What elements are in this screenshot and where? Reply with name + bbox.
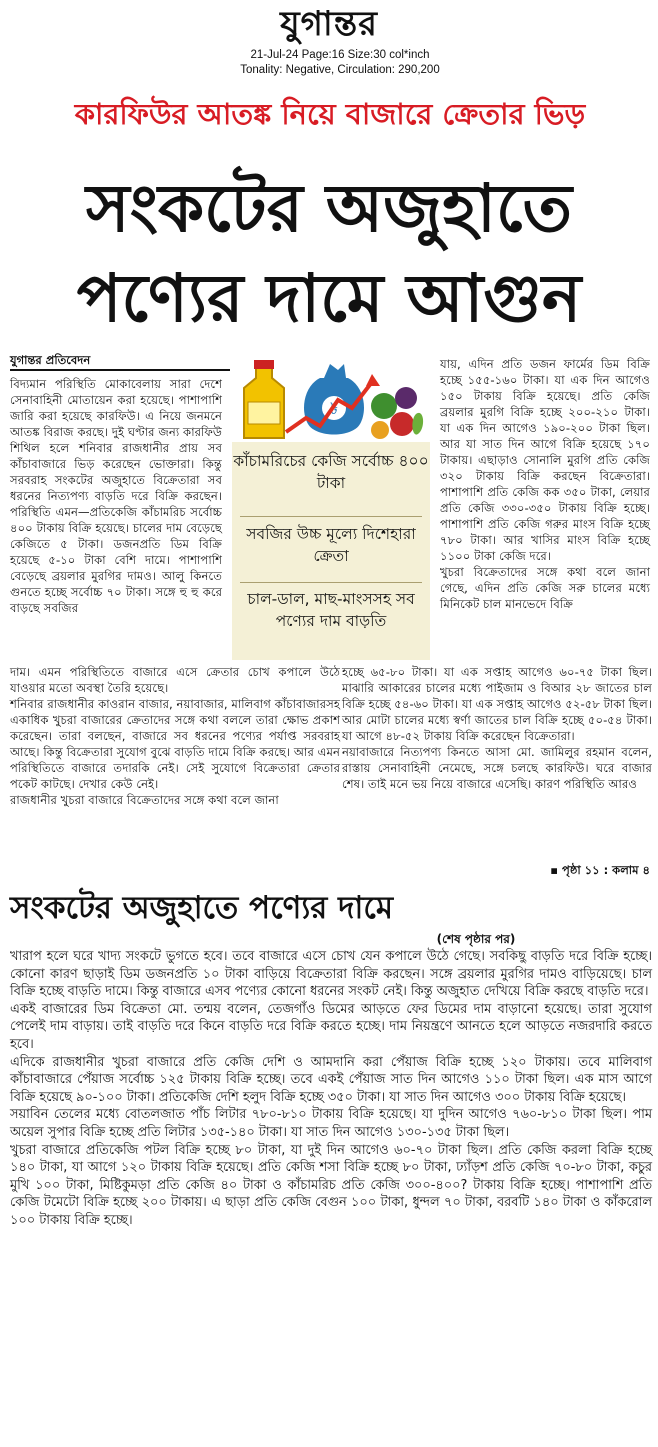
clipping-meta-tonality: Tonality: Negative, Circulation: 290,200 [240, 64, 440, 76]
article-column-3 [440, 356, 650, 612]
article-column-1 [10, 376, 222, 616]
article-paragraph: খারাপ হলে ঘরে খাদ্য সংকটে ভুগতে হবে। তবে বাজারে এসে চোখ যেন কপালে উঠে গেছে। সবকিছু বাড়তি দরে বিক্রি হচ্ছে। কোনো কারণ ছাড়াই ডিম ডজনপ্রতি ১০ টাকা বাড়িয়ে বিক্রেতারা বিক্রি করছেন। সঙ্গে ব্রয়লার মুরগির দামও বাড়িয়েছে। চাল বিক্রি হচ্ছে বাড়তি দামে। কিন্তু বাজারে এসব পণ্যের কোনো ধরনের সংকট নেই। কিন্তু অজুহাত দেখিয়ে বিক্রি করছে বাড়তি দরে। একই বাজারের ডিম বিক্রেতা মো. তন্ময় বলেন, তেজগাঁও ডিমের আড়তে ফের ডিমের দাম বাড়ানো হয়েছে। তারা সুযোগ পেলেই দাম বাড়ায়। তাই বাড়তি দরে কিনে বাড়তি দরে বিক্রি করতে হচ্ছে। দাম নিয়ন্ত্রণে আনতে হলে আড়তে নজরদারি করতে হবে। এদিকে রাজধানীর খুচরা বাজারে প্রতি কেজি দেশি ও আমদানি করা পেঁয়াজ বিক্রি হচ্ছে ১২০ টাকায়। তবে মালিবাগ কাঁচাবাজারে পেঁয়াজ সর্বোচ্চ ১২৫ টাকায় বিক্রি হচ্ছে। তবে একই পেঁয়াজ সাত দিন আগেও ১১০ টাকা ছিল। এক মাস আগে বিক্রি হয়েছে ৯০-১০০ টাকা। প্রতিকেজি দেশি হলুদ বিক্রি হচ্ছে ৩৫০ টাকা। যা সাত দিন আগেও ৩০০ টাকায় বিক্রি হয়েছে। সয়াবিন তেলের মধ্যে বোতলজাত পাঁচ লিটার ৭৮০-৮১০ টাকায় বিক্রি হয়েছে। যা দুদিন আগেও ৭৬০-৮১০ টাকা ছিল। পাম অয়েল সুপার বিক্রি হচ্ছে প্রতি লিটার ১৩৫-১৪০ টাকা। যা সাত দিন আগেও ১৩০-১৩৫ টাকা ছিল। খুচরা বাজারে প্রতিকেজি পটল বিক্রি হচ্ছে ৮০ টাকা, যা দুই দিন আগেও ৬০-৭০ টাকা ছিল। প্রতি কেজি করলা বিক্রি হচ্ছে ১৪০ টাকা, যা আগে ১২০ টাকায় বিক্রি হয়েছে। প্রতি কেজি শসা বিক্রি হচ্ছে ৮০ টাকা, ঢ্যাঁড়শ প্রতি কেজি ৭০-৮০ টাকা, কচুর মুখি ১০০ টাকা, মিষ্টিকুমড়া প্রতি কেজি ৪০ টাকা ও কাঁচামরিচ প্রতি কেজি ৩০০-৪০০? টাকায় বিক্রি হচ্ছে। পাশাপাশি প্রতি কেজি টমেটো বিক্রি হচ্ছে ২০০ টাকায়। এ ছাড়া প্রতি কেজি বেগুন ১০০ টাকা, ধুন্দল ৭০ টাকা, বরবটি ১৪০ টাকা ও কাঁকরোল ১০০ টাকায় বিক্রি হচ্ছে। [10, 949, 652, 1228]
article-column-lower-left [10, 664, 340, 808]
callout-rice-price: চাল-ডাল, মাছ-মাংসসহ সব পণ্যের দাম বাড়তি [247, 590, 415, 630]
article-paragraph: হচ্ছে ৬৫-৮০ টাকা। যা এক সপ্তাহ আগেও ৬০-৭৫ টাকা ছিল। মাঝারি আকারের চালের মধ্যে পাইজাম ও বিআর ২৮ জাতের চাল বিক্রি হচ্ছে ৫৪-৬০ টাকা। যা এক সপ্তাহ আগেও ৫২-৫৮ টাকা ছিল। আর মোটা চালের মধ্যে স্বর্ণা জাতের চাল বিক্রি হচ্ছে ৫০-৫৪ টাকা। যা আগে ৪৮-৫২ টাকায় বিক্রি করেছেন বিক্রেতারা। নয়াবাজারে নিত্যপণ্য কিনতে আসা মো. জামিলুর রহমান বলেন, রাস্তায় সেনাবাহিনী নেমেছে, সঙ্গে চলছে কারফিউ। ঘরে বাজার শেষ। তাই মনে ভয় নিয়ে বাজারে এসেছি। কারণ পরিস্থিতি আরও [342, 665, 652, 791]
main-headline-line1: সংকটের অজুহাতে [85, 170, 572, 247]
kicker-headline: কারফিউর আতঙ্ক নিয়ে বাজারে ক্রেতার ভিড় [74, 97, 586, 131]
jump-line: ▪ পৃষ্ঠা ১১ : কলাম ৪ [550, 863, 650, 877]
callout-box [232, 442, 430, 660]
byline: যুগান্তর প্রতিবেদন [10, 352, 230, 371]
article-paragraph: বিদ্যমান পরিস্থিতি মোকাবেলায় সারা দেশে সেনাবাহিনী মোতায়েন করা হয়েছে। পাশাপাশি জারি করা হয়েছে কারফিউ। এ নিয়ে জনমনে আতঙ্ক বিরাজ করছে। দুই ঘণ্টার জন্য কারফিউ শিথিল হলে শনিবার রাজধানীর প্রায় সব কাঁচাবাজারে ভিড় করেছেন ভোক্তারা। কিন্তু সরবরাহ সংকটের অজুহাতে বিক্রেতারা সব ধরনের নিত্যপণ্য বাড়তি দরে বিক্রি করছেন। পরিস্থিতি এমন—প্রতিকেজি কাঁচামরিচ সর্বোচ্চ ৪০০ টাকায় বিক্রি হয়েছে। চালের দাম বেড়েছে কেজিতে ৫ টাকা। ডজনপ্রতি ডিম বিক্রি হয়েছে ৫-১০ টাকা বেশি দামে। পাশাপাশি বেড়েছে ব্রয়লার মুরগির দামও। আলু কিনতে গুনতে হচ্ছে সর্বোচ্চ ৭০ টাকা। সঙ্গে হু হু করে বাড়ছে সবজির [10, 377, 222, 615]
continuation-headline: সংকটের অজুহাতে পণ্যের দামে [10, 890, 394, 926]
oil-bottle-money-bag-vegetables-icon [234, 348, 428, 444]
callout-divider [240, 582, 422, 583]
callout-divider [240, 516, 422, 517]
callout-vegetable-price: সবজির উচ্চ মূল্যে দিশেহারা ক্রেতা [246, 525, 416, 565]
continuation-body [10, 948, 652, 1230]
callout-chili-price: কাঁচামরিচের কেজি সর্বোচ্চ ৪০০ টাকা [233, 452, 429, 492]
article-paragraph: দাম। এমন পরিস্থিতিতে বাজারে এসে ক্রেতার চোখ কপালে উঠে যাওয়ার মতো অবস্থা তৈরি হয়েছে। শনিবার রাজধানীর কাওরান বাজার, নয়াবাজার, মালিবাগ কাঁচাবাজারসহ একাধিক খুচরা বাজারের ক্রেতাদের সঙ্গে কথা বললে তারা ক্ষোভ প্রকাশ করেছেন। তারা বলছেন, বাজারে সব ধরনের পণ্যের পর্যাপ্ত সরবরাহ আছে। কিন্তু বিক্রেতারা সুযোগ বুঝে বাড়তি দামে বিক্রি করছে। আর এমন পরিস্থিতিতে বাজারে তদারকি নেই। সেই সুযোগে বিক্রেতারা ক্রেতার পকেট কাটছে। দেখার কেউ নেই। রাজধানীর খুচরা বাজারে বিক্রেতাদের সঙ্গে কথা বলে জানা [10, 665, 340, 807]
newspaper-logo: যুগান্তর [280, 4, 378, 44]
svg-text:৳: ৳ [330, 399, 338, 418]
article-paragraph: যায়, এদিন প্রতি ডজন ফার্মের ডিম বিক্রি হচ্ছে ১৫৫-১৬০ টাকা। যা এক দিন আগেও ১৫০ টাকায় বিক্রি হয়েছে। প্রতি কেজি ব্রয়লার মুরগি বিক্রি হচ্ছে ২০০-২১০ টাকা। যা এক দিন আগেও ১৯০-২০০ টাকা ছিল। আর যা সাত দিন আগে বিক্রি হয়েছে ১৭০ টাকায়। এছাড়াও সোনালি মুরগি প্রতি কেজি ৩২০ টাকায় বিক্রি করছেন বিক্রেতারা। পাশাপাশি প্রতি কেজি কক ৩৫০ টাকা, লেয়ার প্রতি কেজি ৩৩০-৩৫০ টাকায় বিক্রি হচ্ছে। পাশাপাশি প্রতি কেজি গরুর মাংস বিক্রি হচ্ছে ৭৮০ টাকা। আর খাসির মাংস বিক্রি হচ্ছে ১১০০ টাকা কেজি দরে। খুচরা বিক্রেতাদের সঙ্গে কথা বলে জানা গেছে, এদিন প্রতি কেজি সরু চালের মধ্যে মিনিকেট চাল মানভেদে বিক্রি [440, 357, 650, 611]
article-column-lower-right [342, 664, 652, 792]
market-illustration [234, 348, 428, 444]
clipping-meta-date: 21-Jul-24 Page:16 Size:30 col*inch [250, 49, 430, 61]
continuation-note: (শেষ পৃষ্ঠার পর) [436, 932, 516, 946]
main-headline-line2: পণ্যের দামে আগুন [76, 260, 582, 337]
